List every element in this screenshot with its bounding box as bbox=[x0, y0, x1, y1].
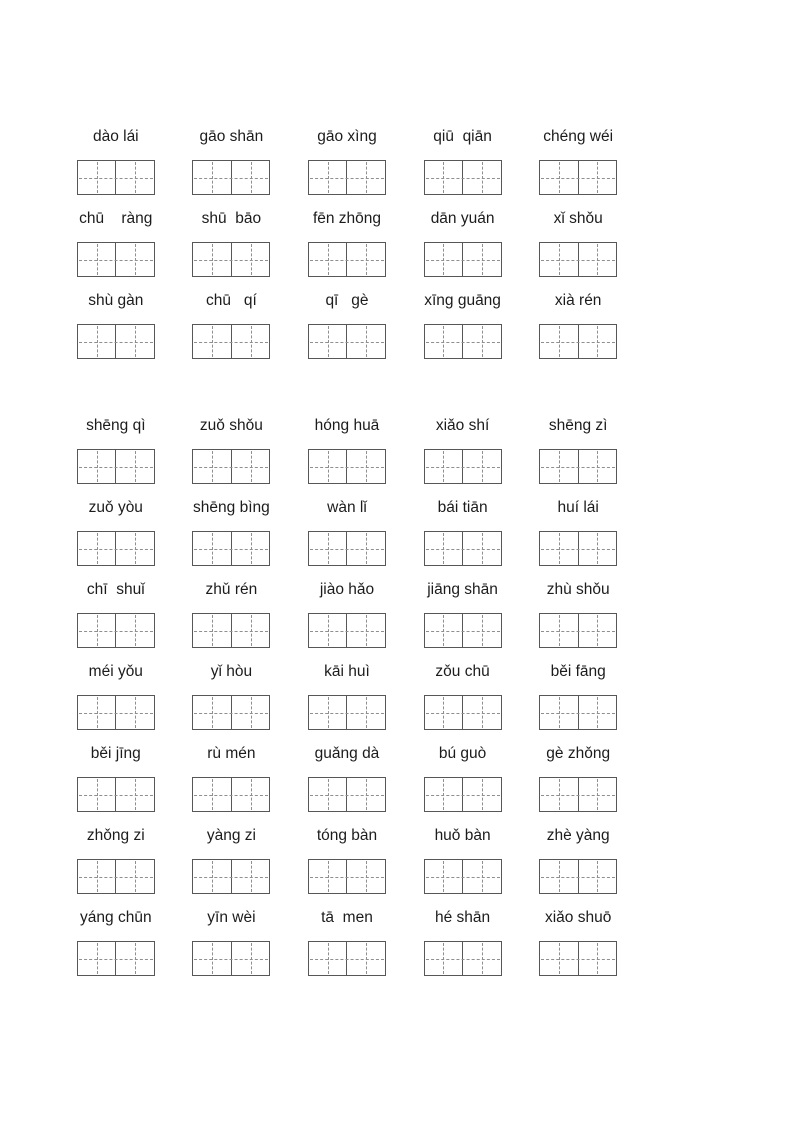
word-block bbox=[520, 497, 636, 566]
character-cell bbox=[462, 778, 501, 811]
character-cell bbox=[425, 614, 463, 647]
character-cell bbox=[462, 696, 501, 729]
writing-grid bbox=[308, 449, 386, 484]
pinyin-label: běi fāng bbox=[550, 663, 606, 680]
word-block bbox=[174, 497, 290, 566]
writing-grid bbox=[308, 324, 386, 359]
writing-grid bbox=[424, 160, 502, 195]
word-row bbox=[58, 579, 636, 661]
word-block bbox=[174, 579, 290, 648]
writing-grid bbox=[424, 613, 502, 648]
pinyin-label: shēng zì bbox=[548, 417, 608, 434]
character-cell bbox=[231, 243, 270, 276]
character-cell bbox=[462, 860, 501, 893]
writing-grid bbox=[192, 531, 270, 566]
character-cell bbox=[425, 243, 463, 276]
pinyin-label: guǎng dà bbox=[314, 745, 380, 762]
pinyin-label: zuǒ shǒu bbox=[199, 417, 263, 434]
pinyin-label: xià rén bbox=[554, 292, 602, 309]
pinyin-label: zhù shǒu bbox=[546, 581, 610, 598]
writing-grid bbox=[539, 859, 617, 894]
writing-grid bbox=[308, 613, 386, 648]
writing-grid bbox=[192, 859, 270, 894]
word-block bbox=[174, 907, 290, 976]
character-cell bbox=[78, 942, 116, 975]
pinyin-label: xiǎo shuō bbox=[544, 909, 612, 926]
character-cell bbox=[231, 325, 270, 358]
character-cell bbox=[425, 325, 463, 358]
character-cell bbox=[540, 243, 578, 276]
writing-grid bbox=[539, 160, 617, 195]
word-block bbox=[289, 825, 405, 894]
writing-grid bbox=[308, 859, 386, 894]
word-block bbox=[520, 743, 636, 812]
writing-grid bbox=[539, 777, 617, 812]
pinyin-label: bái tiān bbox=[437, 499, 488, 516]
character-cell bbox=[346, 860, 385, 893]
writing-grid bbox=[77, 242, 155, 277]
character-cell bbox=[193, 942, 231, 975]
word-block bbox=[174, 743, 290, 812]
word-block bbox=[58, 661, 174, 730]
pinyin-label: shēng bìng bbox=[193, 499, 270, 516]
word-block bbox=[405, 743, 521, 812]
word-block bbox=[405, 497, 521, 566]
character-cell bbox=[578, 942, 617, 975]
writing-grid bbox=[308, 531, 386, 566]
writing-grid bbox=[424, 531, 502, 566]
pinyin-label: bú guò bbox=[438, 745, 487, 762]
writing-grid bbox=[308, 242, 386, 277]
pinyin-label: chū ràng bbox=[79, 210, 153, 227]
character-cell bbox=[462, 942, 501, 975]
writing-grid bbox=[77, 324, 155, 359]
pinyin-label: gāo xìng bbox=[317, 128, 377, 145]
pinyin-label: tóng bàn bbox=[316, 827, 378, 844]
pinyin-label: zhǒng zi bbox=[86, 827, 145, 844]
character-cell bbox=[425, 860, 463, 893]
pinyin-label: dān yuán bbox=[430, 210, 495, 227]
pinyin-label: shū bāo bbox=[201, 210, 262, 227]
pinyin-label: qiū qiān bbox=[433, 128, 492, 145]
writing-grid bbox=[539, 613, 617, 648]
word-block bbox=[174, 208, 290, 277]
character-cell bbox=[231, 532, 270, 565]
character-cell bbox=[231, 942, 270, 975]
character-cell bbox=[578, 778, 617, 811]
character-cell bbox=[309, 860, 347, 893]
character-cell bbox=[578, 696, 617, 729]
pinyin-label: xīng guāng bbox=[424, 292, 501, 309]
word-block bbox=[520, 290, 636, 359]
character-cell bbox=[193, 860, 231, 893]
pinyin-label: jiào hǎo bbox=[319, 581, 375, 598]
pinyin-label: jiāng shān bbox=[427, 581, 498, 598]
writing-grid bbox=[77, 613, 155, 648]
writing-grid bbox=[539, 531, 617, 566]
writing-grid bbox=[539, 695, 617, 730]
character-cell bbox=[462, 325, 501, 358]
writing-grid bbox=[424, 324, 502, 359]
character-cell bbox=[346, 325, 385, 358]
pinyin-label: hóng huā bbox=[314, 417, 380, 434]
worksheet-section-1 bbox=[58, 126, 636, 372]
word-block bbox=[58, 415, 174, 484]
writing-grid bbox=[77, 941, 155, 976]
pinyin-label: tā men bbox=[321, 909, 373, 926]
character-cell bbox=[115, 696, 154, 729]
character-cell bbox=[115, 325, 154, 358]
character-cell bbox=[231, 450, 270, 483]
character-cell bbox=[578, 532, 617, 565]
character-cell bbox=[115, 942, 154, 975]
pinyin-label: yǐ hòu bbox=[210, 663, 253, 680]
character-cell bbox=[540, 325, 578, 358]
character-cell bbox=[346, 243, 385, 276]
character-cell bbox=[309, 450, 347, 483]
writing-grid bbox=[539, 324, 617, 359]
character-cell bbox=[540, 778, 578, 811]
character-cell bbox=[115, 161, 154, 194]
character-cell bbox=[115, 243, 154, 276]
character-cell bbox=[578, 161, 617, 194]
word-block bbox=[289, 907, 405, 976]
pinyin-label: wàn lǐ bbox=[327, 499, 367, 516]
character-cell bbox=[231, 696, 270, 729]
character-cell bbox=[346, 696, 385, 729]
word-block bbox=[520, 579, 636, 648]
worksheet bbox=[58, 126, 636, 989]
word-block bbox=[289, 208, 405, 277]
character-cell bbox=[309, 161, 347, 194]
character-cell bbox=[425, 942, 463, 975]
character-cell bbox=[193, 161, 231, 194]
character-cell bbox=[540, 161, 578, 194]
character-cell bbox=[309, 532, 347, 565]
word-block bbox=[289, 661, 405, 730]
pinyin-label: yīn wèi bbox=[207, 909, 256, 926]
word-block bbox=[405, 825, 521, 894]
word-block bbox=[405, 415, 521, 484]
word-block bbox=[405, 907, 521, 976]
character-cell bbox=[78, 161, 116, 194]
word-block bbox=[174, 415, 290, 484]
word-block bbox=[405, 290, 521, 359]
writing-grid bbox=[424, 242, 502, 277]
writing-grid bbox=[77, 695, 155, 730]
character-cell bbox=[231, 860, 270, 893]
character-cell bbox=[540, 942, 578, 975]
character-cell bbox=[578, 450, 617, 483]
pinyin-label: rù mén bbox=[207, 745, 256, 762]
pinyin-label: běi jīng bbox=[90, 745, 141, 762]
character-cell bbox=[425, 778, 463, 811]
word-row bbox=[58, 126, 636, 208]
character-cell bbox=[346, 942, 385, 975]
pinyin-label: shēng qì bbox=[86, 417, 146, 434]
writing-grid bbox=[539, 941, 617, 976]
pinyin-label: shù gàn bbox=[88, 292, 144, 309]
word-row bbox=[58, 415, 636, 497]
word-row bbox=[58, 743, 636, 825]
word-block bbox=[405, 126, 521, 195]
character-cell bbox=[346, 161, 385, 194]
writing-grid bbox=[77, 859, 155, 894]
pinyin-label: méi yǒu bbox=[88, 663, 143, 680]
writing-grid bbox=[192, 695, 270, 730]
word-block bbox=[289, 743, 405, 812]
word-block bbox=[58, 208, 174, 277]
pinyin-label: xiǎo shí bbox=[435, 417, 490, 434]
writing-grid bbox=[308, 695, 386, 730]
word-block bbox=[58, 290, 174, 359]
pinyin-label: huí lái bbox=[557, 499, 599, 516]
character-cell bbox=[346, 778, 385, 811]
pinyin-label: gāo shān bbox=[199, 128, 264, 145]
character-cell bbox=[309, 243, 347, 276]
character-cell bbox=[578, 243, 617, 276]
writing-grid bbox=[424, 777, 502, 812]
character-cell bbox=[425, 450, 463, 483]
character-cell bbox=[193, 243, 231, 276]
writing-grid bbox=[77, 531, 155, 566]
character-cell bbox=[462, 532, 501, 565]
character-cell bbox=[78, 243, 116, 276]
word-block bbox=[289, 126, 405, 195]
pinyin-label: zhè yàng bbox=[546, 827, 610, 844]
word-block bbox=[405, 208, 521, 277]
pinyin-label: yàng zi bbox=[206, 827, 256, 844]
character-cell bbox=[193, 614, 231, 647]
writing-grid bbox=[192, 941, 270, 976]
pinyin-label: xǐ shǒu bbox=[553, 210, 603, 227]
word-block bbox=[174, 661, 290, 730]
character-cell bbox=[309, 696, 347, 729]
pinyin-label: chī shuǐ bbox=[86, 581, 145, 598]
word-block bbox=[405, 661, 521, 730]
character-cell bbox=[115, 778, 154, 811]
character-cell bbox=[78, 450, 116, 483]
pinyin-label: zuǒ yòu bbox=[88, 499, 143, 516]
writing-grid bbox=[539, 242, 617, 277]
character-cell bbox=[309, 325, 347, 358]
character-cell bbox=[462, 614, 501, 647]
word-block bbox=[289, 415, 405, 484]
word-block bbox=[520, 208, 636, 277]
character-cell bbox=[540, 532, 578, 565]
word-block bbox=[58, 579, 174, 648]
character-cell bbox=[78, 778, 116, 811]
character-cell bbox=[425, 161, 463, 194]
word-block bbox=[289, 497, 405, 566]
pinyin-label: zhǔ rén bbox=[205, 581, 258, 598]
character-cell bbox=[193, 450, 231, 483]
character-cell bbox=[540, 450, 578, 483]
word-block bbox=[289, 579, 405, 648]
character-cell bbox=[462, 243, 501, 276]
character-cell bbox=[346, 614, 385, 647]
word-row bbox=[58, 497, 636, 579]
character-cell bbox=[309, 614, 347, 647]
word-block bbox=[174, 825, 290, 894]
word-block bbox=[289, 290, 405, 359]
character-cell bbox=[309, 778, 347, 811]
writing-grid bbox=[192, 242, 270, 277]
writing-grid bbox=[424, 449, 502, 484]
word-block bbox=[58, 825, 174, 894]
writing-grid bbox=[424, 941, 502, 976]
word-block bbox=[58, 743, 174, 812]
character-cell bbox=[462, 161, 501, 194]
writing-grid bbox=[539, 449, 617, 484]
word-block bbox=[58, 126, 174, 195]
writing-grid bbox=[424, 859, 502, 894]
character-cell bbox=[425, 532, 463, 565]
word-row bbox=[58, 208, 636, 290]
pinyin-label: chū qí bbox=[205, 292, 257, 309]
pinyin-label: dào lái bbox=[92, 128, 139, 145]
character-cell bbox=[115, 860, 154, 893]
character-cell bbox=[193, 778, 231, 811]
pinyin-label: hé shān bbox=[434, 909, 491, 926]
character-cell bbox=[193, 696, 231, 729]
word-block bbox=[405, 579, 521, 648]
word-block bbox=[58, 497, 174, 566]
word-block bbox=[520, 661, 636, 730]
word-row bbox=[58, 661, 636, 743]
character-cell bbox=[193, 532, 231, 565]
writing-grid bbox=[424, 695, 502, 730]
character-cell bbox=[193, 325, 231, 358]
character-cell bbox=[346, 450, 385, 483]
worksheet-section-2 bbox=[58, 415, 636, 989]
word-row bbox=[58, 825, 636, 907]
character-cell bbox=[115, 614, 154, 647]
character-cell bbox=[540, 860, 578, 893]
pinyin-label: fēn zhōng bbox=[312, 210, 382, 227]
character-cell bbox=[540, 696, 578, 729]
character-cell bbox=[231, 161, 270, 194]
character-cell bbox=[425, 696, 463, 729]
character-cell bbox=[78, 860, 116, 893]
word-block bbox=[174, 126, 290, 195]
pinyin-label: huǒ bàn bbox=[434, 827, 491, 844]
character-cell bbox=[346, 532, 385, 565]
word-block bbox=[58, 907, 174, 976]
word-block bbox=[174, 290, 290, 359]
pinyin-label: yáng chūn bbox=[80, 909, 152, 926]
word-block bbox=[520, 825, 636, 894]
writing-grid bbox=[308, 777, 386, 812]
pinyin-label: gè zhǒng bbox=[546, 745, 611, 762]
writing-grid bbox=[192, 324, 270, 359]
writing-grid bbox=[77, 160, 155, 195]
character-cell bbox=[462, 450, 501, 483]
character-cell bbox=[78, 532, 116, 565]
word-block bbox=[520, 907, 636, 976]
character-cell bbox=[78, 696, 116, 729]
character-cell bbox=[578, 614, 617, 647]
pinyin-label: zǒu chū bbox=[435, 663, 490, 680]
pinyin-label: chéng wéi bbox=[543, 128, 614, 145]
writing-grid bbox=[192, 160, 270, 195]
character-cell bbox=[115, 450, 154, 483]
word-block bbox=[520, 126, 636, 195]
character-cell bbox=[231, 614, 270, 647]
pinyin-label: kāi huì bbox=[324, 663, 370, 680]
writing-grid bbox=[77, 449, 155, 484]
word-row bbox=[58, 290, 636, 372]
word-row bbox=[58, 907, 636, 989]
character-cell bbox=[78, 325, 116, 358]
character-cell bbox=[231, 778, 270, 811]
writing-grid bbox=[308, 160, 386, 195]
word-block bbox=[520, 415, 636, 484]
character-cell bbox=[309, 942, 347, 975]
writing-grid bbox=[192, 777, 270, 812]
pinyin-label: qī gè bbox=[325, 292, 369, 309]
character-cell bbox=[78, 614, 116, 647]
writing-grid bbox=[77, 777, 155, 812]
writing-grid bbox=[308, 941, 386, 976]
writing-grid bbox=[192, 449, 270, 484]
writing-grid bbox=[192, 613, 270, 648]
character-cell bbox=[540, 614, 578, 647]
character-cell bbox=[578, 860, 617, 893]
character-cell bbox=[578, 325, 617, 358]
character-cell bbox=[115, 532, 154, 565]
